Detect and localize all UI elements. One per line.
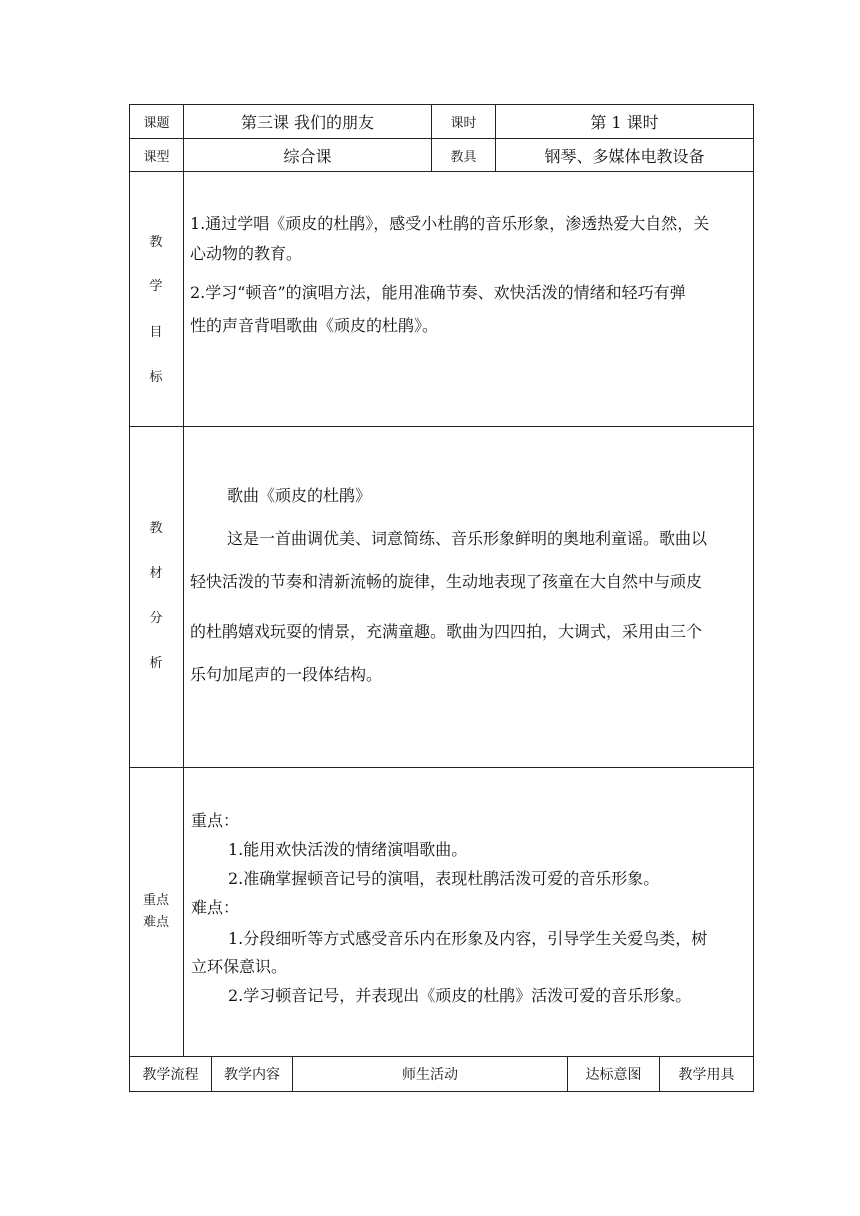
col-header-flow: 教学流程 — [142, 1067, 199, 1083]
col-header-intent: 达标意图 — [585, 1067, 642, 1083]
col-header-tools: 教学用具 — [678, 1067, 735, 1083]
tools-value: 钢琴、多媒体电教设备 — [544, 146, 705, 166]
course-topic-value: 第三课 我们的朋友 — [240, 113, 375, 132]
type-label: 课型 — [143, 149, 170, 165]
col-header-activities: 师生活动 — [402, 1067, 458, 1083]
tools-label: 教具 — [450, 149, 477, 165]
period-label: 课时 — [450, 116, 477, 131]
col-header-content: 教学内容 — [224, 1067, 280, 1083]
course-topic-label: 课题 — [143, 116, 170, 131]
period-value: 第 1 课时 — [590, 113, 659, 132]
type-value: 综合课 — [283, 146, 332, 166]
